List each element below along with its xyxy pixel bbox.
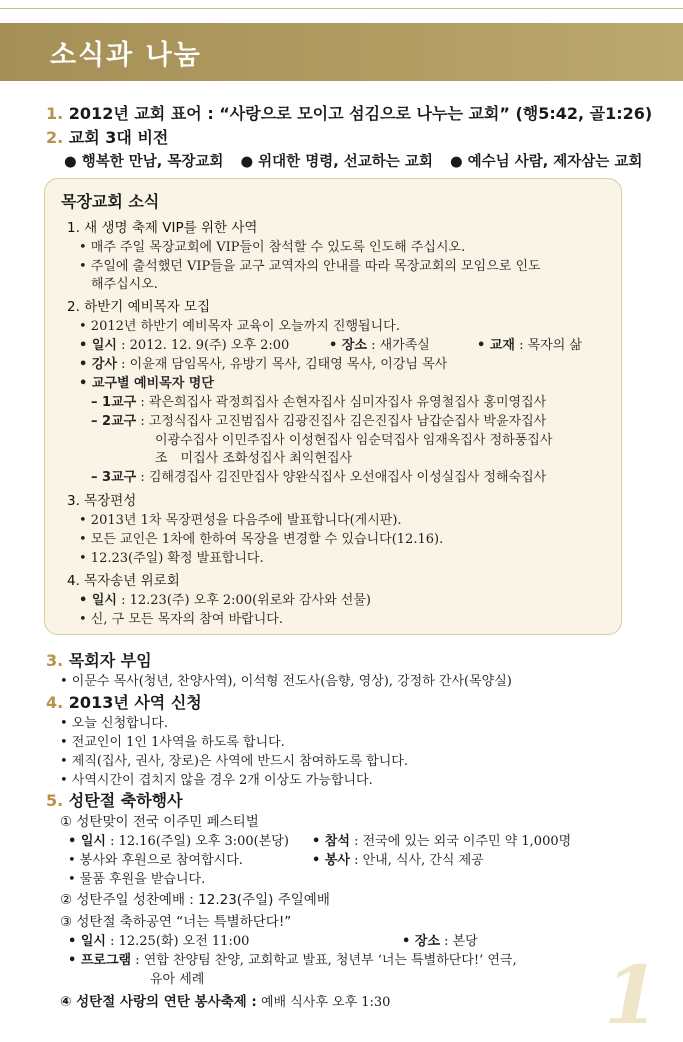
- box-subsection-3-title: 3. 목장편성: [67, 493, 137, 509]
- event-3-line: 유아 세례: [150, 972, 205, 987]
- event-1-line: • 참석 : 전국에 있는 외국 이주민 약 1,000명: [312, 834, 572, 849]
- section-4-line: • 오늘 신청합니다.: [60, 716, 168, 731]
- box-line: 조 미집사 조화성집사 최익현집사: [155, 451, 353, 466]
- box-line: • 12.23(주일) 확정 발표합니다.: [79, 551, 264, 566]
- event-1-line: • 물품 후원을 받습니다.: [68, 872, 206, 887]
- box-line: • 장소 : 새가족실: [329, 338, 430, 353]
- box-line: 해주십시오.: [91, 277, 158, 292]
- box-line: • 교재 : 목자의 삶: [477, 338, 582, 353]
- box-line: • 일시 : 12.23(주) 오후 2:00(위로와 감사와 선물): [79, 593, 371, 608]
- box-line: • 교구별 예비목자 명단: [79, 376, 214, 391]
- section-4-line: • 제직(집사, 권사, 장로)은 사역에 반드시 참여하도록 합니다.: [60, 754, 408, 769]
- event-3-line: • 프로그램 : 연합 찬양팀 찬양, 교회학교 발표, 청년부 ‘너는 특별하단다!’ 연극,: [68, 953, 517, 968]
- section-1: 1. 2012년 교회 표어 : “사랑으로 모이고 섬김으로 나누는 교회” (행5:42, 골1:26): [46, 104, 653, 123]
- page-title: 소식과 나눔: [50, 40, 202, 71]
- event-2-title: ② 성탄주일 성찬예배 : 12.23(주일) 주일예배: [60, 892, 330, 908]
- section-4: 4. 2013년 사역 신청: [46, 693, 202, 712]
- vision-item: ● 위대한 명령, 선교하는 교회: [240, 154, 433, 170]
- box-line: 이광수집사 이민주집사 이성현집사 임순덕집사 임재옥집사 정하풍집사: [155, 433, 553, 448]
- box-line: – 1교구 : 곽은희집사 곽정희집사 손현자집사 심미자집사 유영철집사 홍미영집사: [91, 395, 547, 410]
- box-line: • 신, 구 모든 목자의 참여 바랍니다.: [79, 612, 283, 627]
- event-4-line: ④ 성탄절 사랑의 연탄 봉사축제 : 예배 식사후 오후 1:30: [60, 994, 391, 1010]
- section-3-text: 목회자 부임: [68, 651, 152, 670]
- event-3-title: ③ 성탄절 축하공연 “너는 특별하단다!”: [60, 914, 292, 930]
- box-title: 목장교회 소식: [61, 192, 160, 211]
- event-3-line: • 일시 : 12.25(화) 오전 11:00: [68, 934, 250, 949]
- vision-item: ● 행복한 만남, 목장교회: [64, 154, 224, 170]
- box-subsection-4-title: 4. 목자송년 위로회: [67, 573, 180, 589]
- section-4-line: • 사역시간이 겹치지 않을 경우 2개 이상도 가능합니다.: [60, 773, 373, 788]
- section-3-line: • 이문수 목사(청년, 찬양사역), 이석형 전도사(음향, 영상), 강정하 간사(목양실): [60, 674, 512, 689]
- page-number: 1: [604, 948, 660, 1042]
- top-rule: [0, 8, 683, 9]
- section-5-text: 성탄절 축하행사: [68, 791, 183, 810]
- section-4-line: • 전교인이 1인 1사역을 하도록 합니다.: [60, 735, 285, 750]
- event-1-line: • 일시 : 12.16(주일) 오후 3:00(본당): [68, 834, 289, 849]
- section-2: 2. 교회 3대 비전: [46, 128, 169, 147]
- box-line: • 강사 : 이윤재 담임목사, 유방기 목사, 김태영 목사, 이강님 목사: [79, 357, 448, 372]
- event-3-line: • 장소 : 본당: [402, 934, 478, 949]
- box-line: – 3교구 : 김해경집사 김진만집사 양완식집사 오선애집사 이성실집사 정해숙집사: [91, 470, 547, 485]
- page-header: [0, 23, 683, 81]
- section-5: 5. 성탄절 축하행사: [46, 791, 183, 810]
- box-line: • 일시 : 2012. 12. 9(주) 오후 2:00: [79, 338, 290, 353]
- box-subsection-1-title: 1. 새 생명 축제 VIP를 위한 사역: [67, 220, 258, 236]
- event-1-title: ① 성탄맞이 전국 이주민 페스티벌: [60, 814, 259, 830]
- vision-item: ● 예수님 사람, 제자삼는 교회: [449, 154, 643, 170]
- box-subsection-2-title: 2. 하반기 예비목자 모집: [67, 299, 211, 315]
- vision-list: [64, 150, 654, 171]
- section-4-text: 2013년 사역 신청: [68, 693, 202, 712]
- mokjang-news-box: [44, 178, 622, 635]
- section-1-text: 2012년 교회 표어 : “사랑으로 모이고 섬김으로 나누는 교회” (행5:42, 골1:26): [68, 104, 653, 123]
- section-2-text: 교회 3대 비전: [68, 128, 169, 147]
- box-line: • 매주 주일 목장교회에 VIP들이 참석할 수 있도록 인도해 주십시오.: [79, 240, 466, 255]
- box-line: • 주일에 출석했던 VIP들을 교구 교역자의 안내를 따라 목장교회의 모임으로 인도: [79, 259, 541, 274]
- event-1-line: • 봉사와 후원으로 참여합시다.: [68, 853, 243, 868]
- box-line: • 모든 교인은 1차에 한하여 목장을 변경할 수 있습니다(12.16).: [79, 532, 444, 547]
- box-line: – 2교구 : 고정식집사 고진범집사 김광진집사 김은진집사 남갑순집사 박윤자집사: [91, 414, 547, 429]
- section-3: 3. 목회자 부임: [46, 651, 152, 670]
- box-line: • 2012년 하반기 예비목자 교육이 오늘까지 진행됩니다.: [79, 319, 400, 334]
- event-1-line: • 봉사 : 안내, 식사, 간식 제공: [312, 853, 484, 868]
- box-line: • 2013년 1차 목장편성을 다음주에 발표합니다(게시판).: [79, 513, 402, 528]
